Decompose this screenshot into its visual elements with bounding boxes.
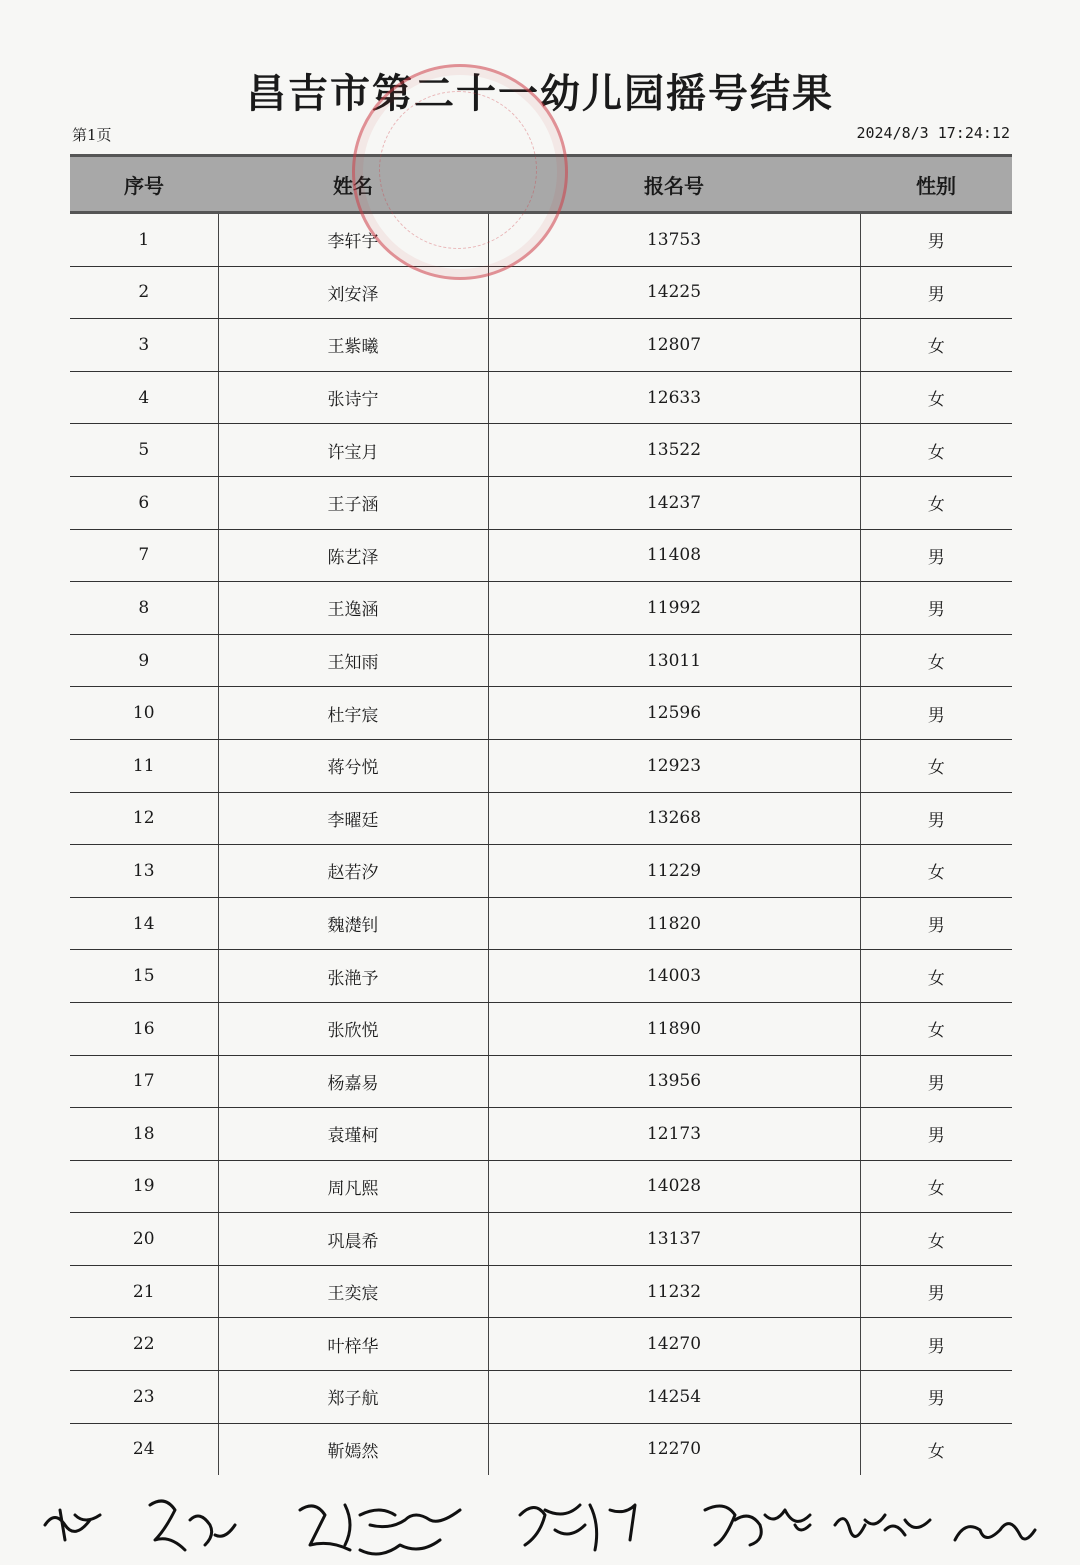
cell-gender: 男 — [860, 1108, 1012, 1161]
cell-no: 4 — [70, 371, 218, 424]
cell-name: 杜宇宸 — [218, 687, 488, 740]
cell-gender: 女 — [860, 424, 1012, 477]
table-row — [70, 424, 1012, 477]
cell-gender: 男 — [860, 1055, 1012, 1108]
cell-gender: 女 — [860, 1160, 1012, 1213]
cell-gender: 男 — [860, 687, 1012, 740]
cell-no: 1 — [70, 213, 218, 267]
cell-id: 12270 — [488, 1423, 860, 1475]
column-header-gender: 性别 — [860, 156, 1012, 213]
table-row — [70, 1371, 1012, 1424]
table-row — [70, 582, 1012, 635]
cell-gender: 女 — [860, 319, 1012, 372]
cell-no: 20 — [70, 1213, 218, 1266]
cell-name: 张诗宁 — [218, 371, 488, 424]
cell-name: 王奕宸 — [218, 1265, 488, 1318]
cell-id: 11229 — [488, 845, 860, 898]
cell-name: 刘安泽 — [218, 266, 488, 319]
cell-name: 王子涵 — [218, 476, 488, 529]
cell-id: 14028 — [488, 1160, 860, 1213]
cell-gender: 男 — [860, 529, 1012, 582]
table-row — [70, 1318, 1012, 1371]
cell-name: 陈艺泽 — [218, 529, 488, 582]
cell-name: 李曜廷 — [218, 792, 488, 845]
cell-no: 15 — [70, 950, 218, 1003]
table-row — [70, 1160, 1012, 1213]
cell-gender: 男 — [860, 1265, 1012, 1318]
cell-name: 许宝月 — [218, 424, 488, 477]
table-row — [70, 739, 1012, 792]
cell-gender: 女 — [860, 1002, 1012, 1055]
cell-gender: 女 — [860, 371, 1012, 424]
cell-no: 9 — [70, 634, 218, 687]
handwritten-signatures-icon — [0, 1480, 1080, 1565]
table-row — [70, 1213, 1012, 1266]
cell-no: 5 — [70, 424, 218, 477]
cell-name: 叶梓华 — [218, 1318, 488, 1371]
cell-name: 巩晨希 — [218, 1213, 488, 1266]
table-row — [70, 371, 1012, 424]
cell-id: 14237 — [488, 476, 860, 529]
column-header-no: 序号 — [70, 156, 218, 213]
cell-gender: 女 — [860, 739, 1012, 792]
table-row — [70, 634, 1012, 687]
cell-gender: 男 — [860, 213, 1012, 267]
cell-name: 王知雨 — [218, 634, 488, 687]
lottery-results-table — [70, 154, 1012, 1475]
cell-gender: 女 — [860, 634, 1012, 687]
cell-gender: 女 — [927, 1441, 945, 1462]
table-row — [70, 476, 1012, 529]
cell-id: 12923 — [488, 739, 860, 792]
cell-name: 郑子航 — [218, 1371, 488, 1424]
table-body — [70, 213, 1012, 1476]
page-title: 昌吉市第二十一幼儿园摇号结果 — [246, 71, 834, 117]
cell-name: 王逸涵 — [218, 582, 488, 635]
cell-name: 赵若汐 — [218, 845, 488, 898]
cell-id: 11820 — [488, 897, 860, 950]
cell-id: 12633 — [488, 371, 860, 424]
cell-no: 7 — [70, 529, 218, 582]
cell-gender: 男 — [860, 266, 1012, 319]
cell-gender: 女 — [860, 1213, 1012, 1266]
cell-name: 张欣悦 — [218, 1002, 488, 1055]
cell-gender: 男 — [860, 897, 1012, 950]
cell-no: 8 — [70, 582, 218, 635]
cell-gender: 女 — [860, 476, 1012, 529]
cell-name: 周凡熙 — [218, 1160, 488, 1213]
table-row — [70, 266, 1012, 319]
table-row — [70, 1265, 1012, 1318]
table-row — [70, 897, 1012, 950]
cell-name: 蒋兮悦 — [218, 739, 488, 792]
cell-gender: 男 — [860, 1318, 1012, 1371]
table-row — [70, 1002, 1012, 1055]
cell-no: 3 — [70, 319, 218, 372]
cell-id: 13011 — [488, 634, 860, 687]
cell-no: 22 — [70, 1318, 218, 1371]
cell-id: 14003 — [488, 950, 860, 1003]
cell-no: 2 — [70, 266, 218, 319]
cell-no: 21 — [70, 1265, 218, 1318]
cell-no: 12 — [70, 792, 218, 845]
table-row — [70, 792, 1012, 845]
cell-gender: 男 — [860, 792, 1012, 845]
cell-id: 13956 — [488, 1055, 860, 1108]
cell-id: 14225 — [488, 266, 860, 319]
table-row — [70, 687, 1012, 740]
cell-id: 11890 — [488, 1002, 860, 1055]
table-header-row — [70, 156, 1012, 213]
cell-gender: 男 — [860, 582, 1012, 635]
cell-no: 23 — [70, 1371, 218, 1424]
cell-no: 16 — [70, 1002, 218, 1055]
cell-no: 6 — [70, 476, 218, 529]
cell-no: 19 — [70, 1160, 218, 1213]
page-number: 第1页 — [72, 126, 112, 144]
table-row — [70, 1108, 1012, 1161]
cell-name: 袁瑾柯 — [218, 1108, 488, 1161]
cell-id: 13522 — [488, 424, 860, 477]
print-timestamp: 2024/8/3 17:24:12 — [856, 124, 1010, 142]
cell-name: 张滟予 — [218, 950, 488, 1003]
table-row — [70, 529, 1012, 582]
table-row — [70, 319, 1012, 372]
cell-name: 靳嫣然 — [218, 1423, 488, 1475]
cell-no: 24 — [70, 1423, 218, 1475]
cell-no: 17 — [70, 1055, 218, 1108]
cell-id: 11992 — [488, 582, 860, 635]
cell-gender: 女 — [860, 845, 1012, 898]
table-row — [70, 845, 1012, 898]
cell-id: 12596 — [488, 687, 860, 740]
cell-no: 11 — [70, 739, 218, 792]
cell-no: 10 — [70, 687, 218, 740]
table-row — [70, 950, 1012, 1003]
column-header-id: 报名号 — [488, 156, 860, 213]
cell-id: 13753 — [488, 213, 860, 267]
table-row — [70, 213, 1012, 267]
cell-gender: 男 — [860, 1371, 1012, 1424]
cell-id: 12807 — [488, 319, 860, 372]
cell-name: 李轩宇 — [218, 213, 488, 267]
cell-id: 14270 — [488, 1318, 860, 1371]
cell-name: 王紫曦 — [218, 319, 488, 372]
cell-id: 11408 — [488, 529, 860, 582]
cell-name: 杨嘉易 — [218, 1055, 488, 1108]
column-header-name: 姓名 — [218, 156, 488, 213]
cell-id: 14254 — [488, 1371, 860, 1424]
cell-id: 12173 — [488, 1108, 860, 1161]
cell-id: 13137 — [488, 1213, 860, 1266]
cell-name: 魏濋钊 — [218, 897, 488, 950]
cell-gender: 女 — [860, 950, 1012, 1003]
table-row — [70, 1423, 1012, 1475]
cell-id: 11232 — [488, 1265, 860, 1318]
table-row — [70, 1055, 1012, 1108]
cell-no: 14 — [70, 897, 218, 950]
cell-no: 13 — [70, 845, 218, 898]
cell-id: 13268 — [488, 792, 860, 845]
cell-no: 18 — [70, 1108, 218, 1161]
